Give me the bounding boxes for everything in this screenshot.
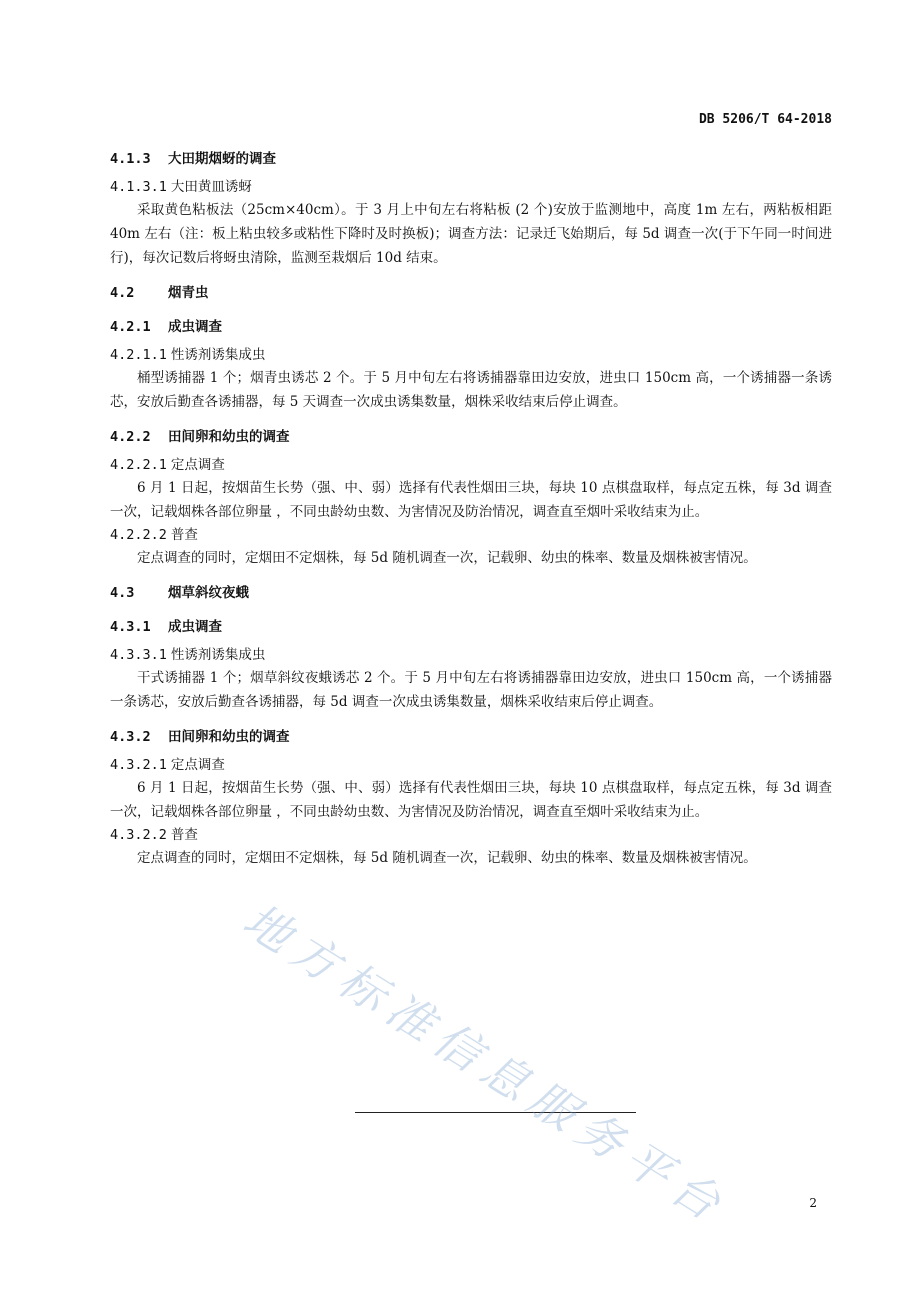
section-title: 成虫调查 [168,619,222,635]
section-title: 性诱剂诱集成虫 [170,347,266,363]
paragraph: 6 月 1 日起，按烟苗生长势（强、中、弱）选择有代表性烟田三块，每块 10 点棋盘取样，每点定五株，每 3d 调查一次，记载烟株各部位卵量 ，不同虫龄幼虫数、为害情况及防治情况，调查直至烟叶采收结束为止。 [110,780,832,820]
subclause-heading [110,644,832,666]
section-title: 定点调查 [170,757,225,773]
spacer [110,414,832,426]
section-number: 4.3.3.1 [110,647,167,663]
section-number: 4.2.2 [110,429,151,445]
section-number: 4.2.1.1 [110,347,167,363]
subclause-heading [110,344,832,366]
section-heading [110,282,832,304]
section-number: 4.3 [110,585,135,601]
paragraph: 定点调查的同时，定烟田不定烟株，每 5d 随机调查一次，记载卵、幼虫的株率、数量及烟株被害情况。 [137,550,757,566]
section-heading [110,726,832,748]
document-code: DB 5206/T 64-2018 [698,112,832,127]
section-number: 4.2 [110,285,135,301]
section-title: 烟青虫 [168,285,209,301]
spacer [110,604,832,616]
section-number: 4.3.2 [110,729,151,745]
section-title: 普查 [170,827,198,843]
end-rule [355,1112,636,1113]
section-heading [110,616,832,638]
section-heading [110,426,832,448]
paragraph: 采取黄色粘板法（25cm×40cm）。于 3 月上中旬左右将粘板 (2 个)安放于监测地中，高度 1m 左右，两粘板相距 40m 左右（注：板上粘虫较多或粘性下降时及时换板)；调查方法：记录迁飞始期后，每 5d 调查一次(于下午同一时间进行)，每次记数后将蚜虫清除，监测至栽烟后 10d 结束。 [110,202,832,266]
spacer [110,714,832,726]
subclause-heading [110,824,832,846]
section-number: 4.3.2.2 [110,827,167,843]
section-title: 定点调查 [170,457,225,473]
section-number: 4.1.3 [110,151,151,167]
subclause-heading [110,454,832,476]
paragraph: 干式诱捕器 1 个；烟草斜纹夜蛾诱芯 2 个。于 5 月中旬左右将诱捕器靠田边安放，进虫口 150cm 高，一个诱捕器一条诱芯，安放后勤查各诱捕器，每 5d 调查一次成虫诱集数量，烟株采收结束后停止调查。 [110,670,832,710]
watermark: 地方标准信息服务平台 [234,892,738,1236]
section-title: 大田期烟蚜的调查 [168,151,276,167]
section-number: 4.2.2.1 [110,457,167,473]
section-title: 烟草斜纹夜蛾 [168,585,249,601]
section-title: 性诱剂诱集成虫 [170,647,266,663]
section-number: 4.2.1 [110,319,151,335]
spacer [110,570,832,582]
paragraph: 定点调查的同时，定烟田不定烟株，每 5d 随机调查一次，记载卵、幼虫的株率、数量及烟株被害情况。 [137,850,757,866]
section-heading [110,582,832,604]
section-number: 4.3.1 [110,619,151,635]
section-title: 普查 [170,527,198,543]
paragraph: 6 月 1 日起，按烟苗生长势（强、中、弱）选择有代表性烟田三块，每块 10 点棋盘取样，每点定五株，每 3d 调查一次，记载烟株各部位卵量 ，不同虫龄幼虫数、为害情况及防治情况，调查直至烟叶采收结束为止。 [110,480,832,520]
section-heading [110,316,832,338]
section-number: 4.1.3.1 [110,179,167,195]
section-title: 大田黄皿诱蚜 [170,179,252,195]
paragraph: 桶型诱捕器 1 个；烟青虫诱芯 2 个。于 5 月中旬左右将诱捕器靠田边安放，进虫口 150cm 高，一个诱捕器一条诱芯，安放后勤查各诱捕器，每 5 天调查一次成虫诱集数量，烟株采收结束后停止调查。 [110,370,832,410]
section-title: 田间卵和幼虫的调查 [168,429,290,445]
section-heading [110,148,832,170]
section-number: 4.2.2.2 [110,527,167,543]
document-body [110,148,832,870]
spacer [110,270,832,282]
page-number: 2 [809,1196,817,1210]
section-title: 田间卵和幼虫的调查 [168,729,290,745]
subclause-heading [110,176,832,198]
subclause-heading [110,524,832,546]
section-title: 成虫调查 [168,319,222,335]
section-number: 4.3.2.1 [110,757,167,773]
subclause-heading [110,754,832,776]
spacer [110,304,832,316]
